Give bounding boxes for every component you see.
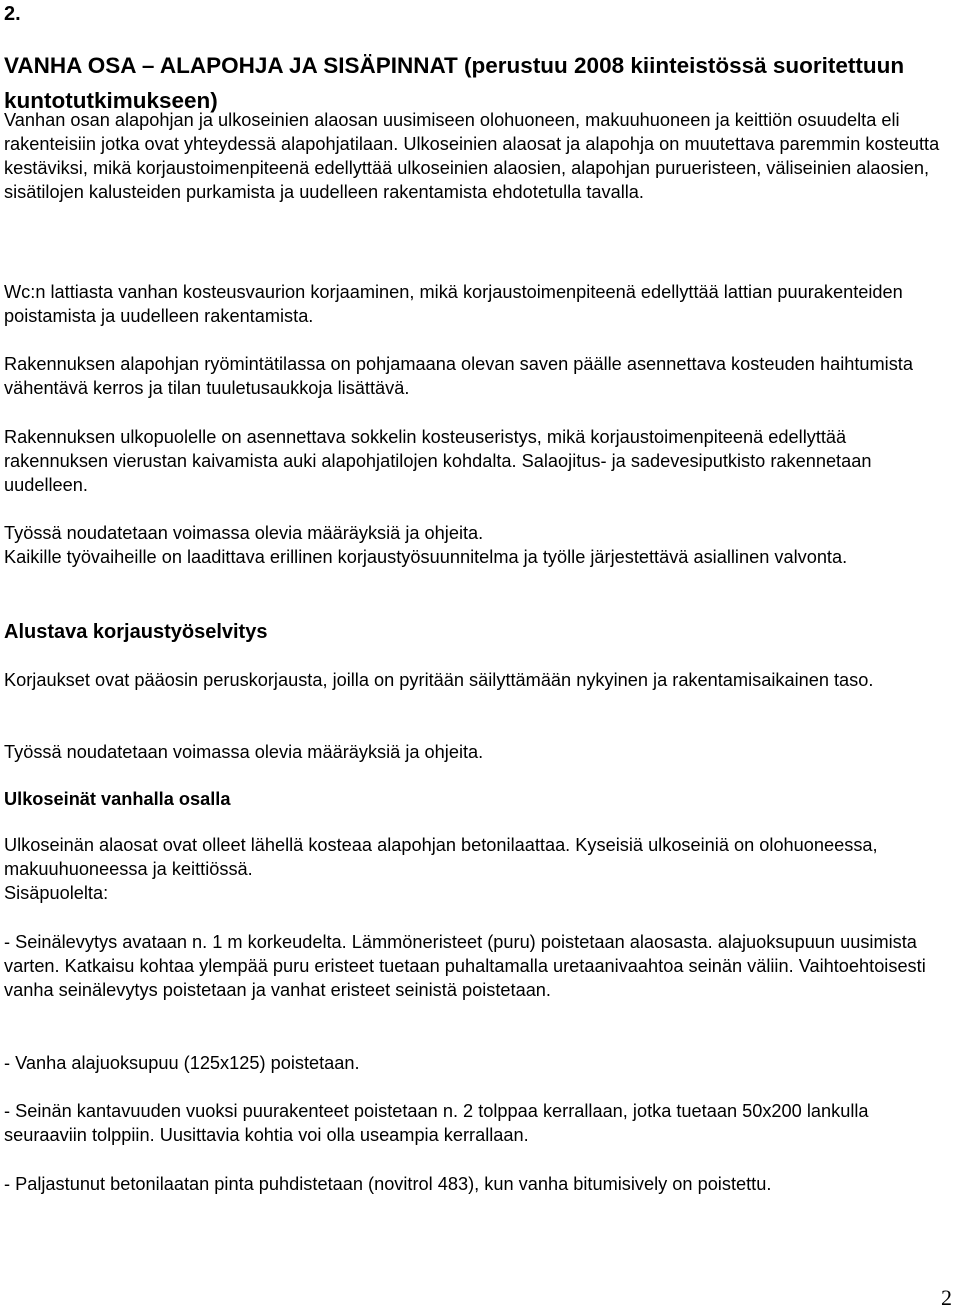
paragraph-inside-label: Sisäpuolelta: [4,883,109,903]
paragraph-repairs: Korjaukset ovat pääosin peruskorjausta, joilla on pyritään säilyttämään nykyinen ja rakentamisaikainen taso. [4,670,874,690]
paragraph-regulations-1: Työssä noudatetaan voimassa olevia määräyksiä ja ohjeita. [4,523,484,543]
section-title: VANHA OSA – ALAPOHJA JA SISÄPINNAT (perustuu 2008 kiinteistössä suoritettuun kuntotutkimukseen) [4,53,905,113]
paragraph-intro: Vanhan osan alapohjan ja ulkoseinien alaosan uusimiseen olohuoneen, makuuhuoneen ja keittiön osuudelta eli rakenteisiin jotka ovat yhteydessä alapohjatilaan. Ulkoseinien alaosat ja alapohja on muutettava paremmin kosteutta kestäviksi, mikä korjaustoimenpiteenä edellyttää ulkoseinien alaosien, alapohjan purueristeen, väliseinien alaosien, sisätilojen kalusteiden purkamista ja uudelleen rakentamista ehdotetulla tavalla. [4,110,940,202]
paragraph-wc: Wc:n lattiasta vanhan kosteusvaurion korjaaminen, mikä korjaustoimenpiteenä edellyttää lattian puurakenteiden poistamista ja uudelleen rakentamista. [4,282,903,326]
page-number: 2 [941,1285,952,1310]
list-item-3: - Seinän kantavuuden vuoksi puurakenteet poistetaan n. 2 tolppaa kerrallaan, jotka tuetaan 50x200 lankulla seuraaviin tolppiin. Uusittavia kohtia voi olla useampia kerrallaan. [4,1101,869,1145]
list-item-4: - Paljastunut betonilaatan pinta puhdistetaan (novitrol 483), kun vanha bitumisively on poistettu. [4,1174,772,1194]
section-number: 2. [4,3,21,25]
paragraph-plinth: Rakennuksen ulkopuolelle on asennettava sokkelin kosteuseristys, mikä korjaustoimenpiteenä edellyttää rakennuksen vierustan kaivamista auki alapohjatilojen kohdalta. Salaojitus- ja sadevesiputkisto rakennetaan uudelleen. [4,427,872,495]
paragraph-walls-intro: Ulkoseinän alaosat ovat olleet lähellä kosteaa alapohjan betonilaattaa. Kyseisiä ulkoseiniä on olohuoneessa, makuuhuoneessa ja keittiössä. [4,835,878,879]
list-item-1: - Seinälevytys avataan n. 1 m korkeudelta. Lämmöneristeet (puru) poistetaan alaosasta. alajuoksupuun uusimista varten. Katkaisu kohtaa ylempää puru eristeet tuetaan puhaltamalla uretaanivaahtoa seinän väliin. Vaihtoehtoisesti vanha seinälevytys poistetaan ja vanhat eristeet seinistä poistetaan. [4,932,926,1000]
paragraph-plan: Kaikille työvaiheille on laadittava erillinen korjaustyösuunnitelma ja työlle järjestettävä asiallinen valvonta. [4,547,848,567]
heading-walls: Ulkoseinät vanhalla osalla [4,789,231,809]
list-item-2: - Vanha alajuoksupuu (125x125) poistetaan. [4,1053,360,1073]
paragraph-crawlspace: Rakennuksen alapohjan ryömintätilassa on pohjamaana olevan saven päälle asennettava kosteuden haihtumista vähentävä kerros ja tilan tuuletusaukkoja lisättävä. [4,354,913,398]
heading-survey: Alustava korjaustyöselvitys [4,621,268,643]
paragraph-regulations-2: Työssä noudatetaan voimassa olevia määräyksiä ja ohjeita. [4,742,484,762]
